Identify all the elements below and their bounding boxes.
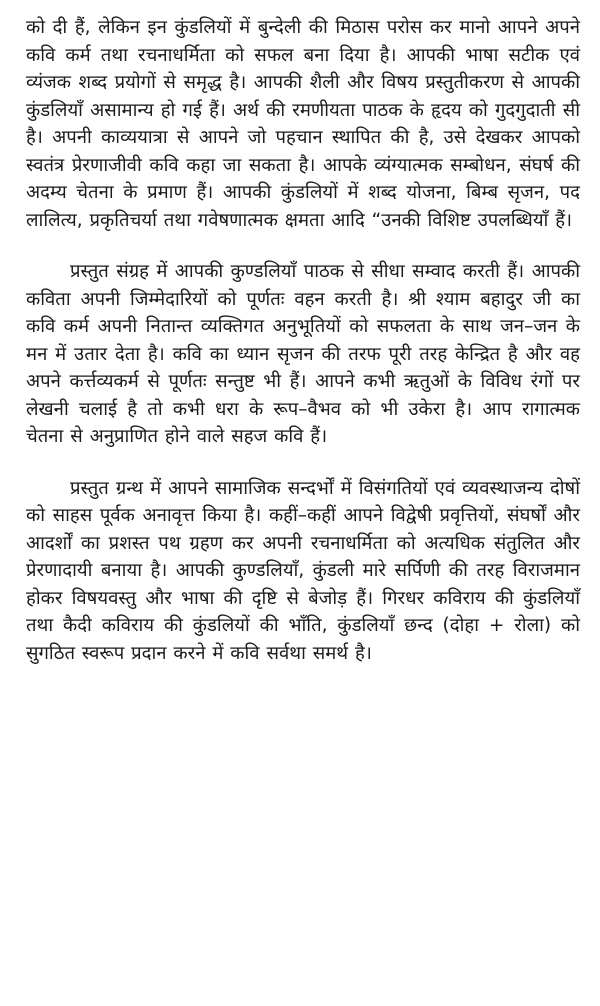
paragraph-continued: को दी हैं, लेकिन इन कुंडलियों में बुन्देली की मिठास परोस कर मानो आपने अपने कवि कर्म तथा रचनाधर्मिता को सफल बना दिया है। आपकी भाषा सटीक एवं व्यंजक शब्द प्रयोगों से समृद्ध है। आपकी शैली और विषय प्रस्तुतीकरण से आपकी कुंडलियाँ असामान्य हो गई हैं। अर्थ की रमणीयता पाठक के हृदय को गुदगुदाती सी है। अपनी काव्ययात्रा से आपने जो पहचान स्थापित की है, उसे देखकर आपको स्वतंत्र प्रेरणाजीवी कवि कहा जा सकता है। आपके व्यंग्यात्मक सम्बोधन, संघर्ष की अदम्य चेतना के प्रमाण हैं। आपकी कुंडलियों में शब्द योजना, बिम्ब सृजन, पद लालित्य, प्रकृतिचर्या तथा गवेषणात्मक क्षमता आदि “उनकी विशिष्ट उपलब्धियाँ हैं। [26,17,580,231]
paragraph-collection: प्रस्तुत संग्रह में आपकी कुण्डलियाँ पाठक से सीधा सम्वाद करती हैं। आपकी कविता अपनी जिम्मेदारियों को पूर्णतः वहन करती है। श्री श्याम बहादुर जी का कवि कर्म अपनी नितान्त व्यक्तिगत अनुभूतियों को सफलता के साथ जन–जन के मन में उतार देता है। कवि का ध्यान सृजन की तरफ पूरी तरह केन्द्रित है और वह अपने कर्त्तव्यकर्म से पूर्णतः सन्तुष्ट भी हैं। आपने कभी ऋतुओं के विविध रंगों पर लेखनी चलाई है तो कभी धरा के रूप–वैभव को भी उकेरा है। आप रागात्मक चेतना से अनुप्राणित होने वाले सहज कवि हैं। [26,261,580,447]
paragraph-granth: प्रस्तुत ग्रन्थ में आपने सामाजिक सन्दर्भों में विसंगतियों एवं व्यवस्थाजन्य दोषों को साहस पूर्वक अनावृत्त किया है। कहीं–कहीं आपने विद्वेषी प्रवृत्तियों, संघर्षों और आदर्शों का प्रशस्त पथ ग्रहण कर अपनी रचनाधर्मिता को अत्यधिक संतुलित और प्रेरणादायी बनाया है। आपकी कुण्डलियाँ, कुंडली मारे सर्पिणी की तरह विराजमान होकर विषयवस्तु और भाषा की दृष्टि से बेजोड़ हैं। गिरधर कविराय की कुंडलियाँ तथा कैदी कविराय की कुंडलियों की भाँति, कुंडलियाँ छन्द (दोहा + रोला) को सुगठित स्वरूप प्रदान करने में कवि सर्वथा समर्थ है। [26,477,580,664]
